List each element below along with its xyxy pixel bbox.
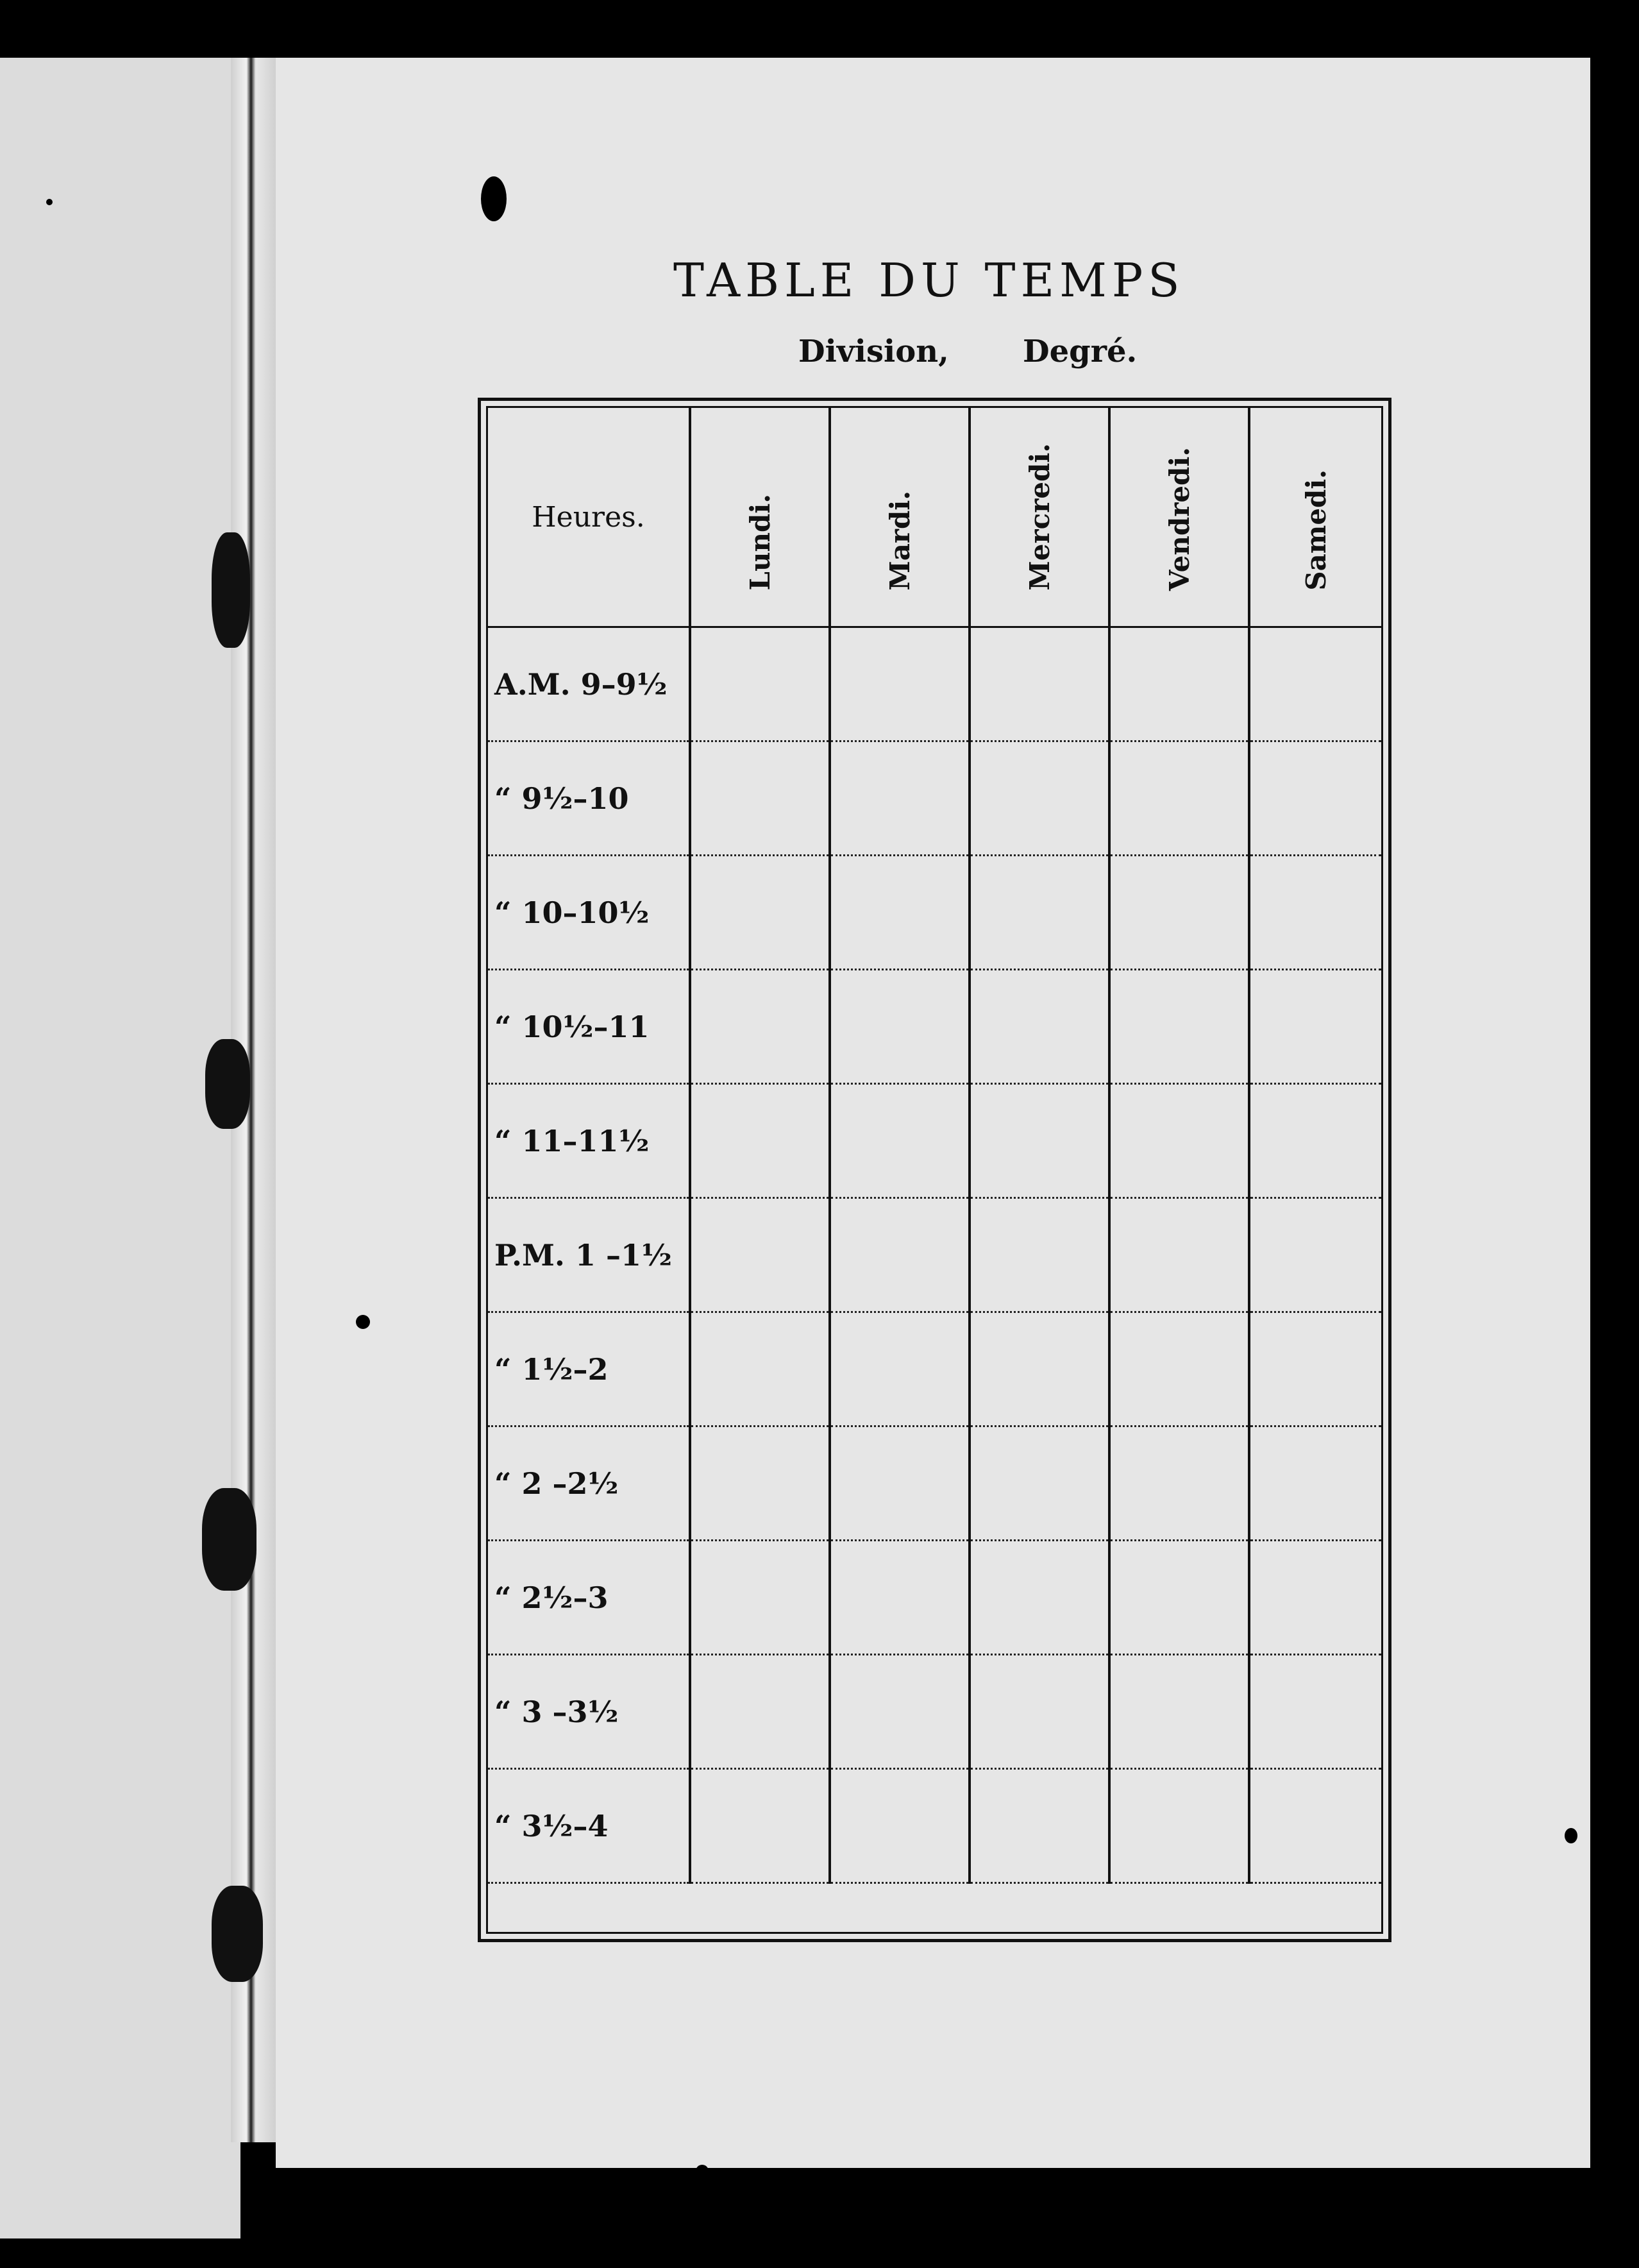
ink-speck: [46, 199, 53, 205]
schedule-cell: [1249, 1198, 1381, 1312]
day-header-lundi: Lundi.: [690, 408, 830, 627]
schedule-cell: [1249, 970, 1381, 1084]
hour-cell: A.M. 9–9½: [488, 627, 690, 741]
schedule-cell: [830, 1084, 970, 1198]
ink-speck: [696, 2165, 709, 2178]
schedule-cell: [970, 1426, 1109, 1541]
footer-cell: [690, 1883, 830, 1929]
schedule-cell: [970, 1769, 1109, 1883]
schedule-cell: [690, 1312, 830, 1426]
hour-cell: “ 11–11½: [488, 1084, 690, 1198]
schedule-cell: [690, 1426, 830, 1541]
schedule-cell: [970, 856, 1109, 970]
hour-cell: “ 10–10½: [488, 856, 690, 970]
schedule-cell: [1249, 1426, 1381, 1541]
hour-cell: “ 1½–2: [488, 1312, 690, 1426]
left-page: [0, 58, 240, 2238]
schedule-cell: [1109, 1312, 1249, 1426]
schedule-cell: [830, 970, 970, 1084]
table-row: [488, 970, 1381, 1084]
schedule-cell: [830, 1655, 970, 1769]
table-row: [488, 1426, 1381, 1541]
table-row: [488, 1198, 1381, 1312]
day-header-vendredi: Vendredi.: [1109, 408, 1249, 627]
footer-cell: [1109, 1883, 1249, 1929]
hour-cell: P.M. 1 –1½: [488, 1198, 690, 1312]
table-row: [488, 1312, 1381, 1426]
header-row: [488, 408, 1381, 627]
hour-cell: “ 3 –3½: [488, 1655, 690, 1769]
timetable: [488, 408, 1381, 1929]
division-label: Division,: [798, 334, 949, 369]
schedule-cell: [970, 1541, 1109, 1655]
page-title: TABLE DU TEMPS: [673, 253, 1185, 307]
footer-cell: [830, 1883, 970, 1929]
schedule-cell: [830, 1198, 970, 1312]
hours-header: Heures.: [488, 408, 690, 627]
ink-speck: [481, 176, 507, 221]
ink-speck: [356, 1315, 370, 1329]
degre-label: Degré.: [1023, 334, 1138, 369]
schedule-cell: [1109, 1426, 1249, 1541]
schedule-cell: [1109, 1198, 1249, 1312]
schedule-cell: [970, 970, 1109, 1084]
schedule-cell: [970, 1312, 1109, 1426]
footer-cell: [970, 1883, 1109, 1929]
table-row: [488, 1541, 1381, 1655]
spine-tear: [205, 1039, 250, 1129]
table-row: [488, 1655, 1381, 1769]
schedule-cell: [1249, 856, 1381, 970]
schedule-cell: [1249, 1084, 1381, 1198]
hour-cell: “ 9½–10: [488, 741, 690, 856]
schedule-cell: [830, 741, 970, 856]
schedule-cell: [1109, 1084, 1249, 1198]
table-footer-row: [488, 1883, 1381, 1929]
schedule-cell: [690, 1084, 830, 1198]
schedule-cell: [1249, 1541, 1381, 1655]
table-row: [488, 856, 1381, 970]
schedule-cell: [1249, 741, 1381, 856]
day-header-samedi: Samedi.: [1249, 408, 1381, 627]
schedule-cell: [1249, 1655, 1381, 1769]
day-header-mardi: Mardi.: [830, 408, 970, 627]
schedule-cell: [690, 1655, 830, 1769]
schedule-cell: [690, 970, 830, 1084]
schedule-cell: [970, 1655, 1109, 1769]
table-row: [488, 627, 1381, 741]
schedule-cell: [1109, 627, 1249, 741]
schedule-cell: [970, 1198, 1109, 1312]
table-row: [488, 741, 1381, 856]
schedule-cell: [1109, 970, 1249, 1084]
ink-speck: [1565, 1828, 1577, 1843]
schedule-cell: [690, 1769, 830, 1883]
schedule-cell: [690, 1198, 830, 1312]
schedule-cell: [970, 741, 1109, 856]
schedule-cell: [1109, 856, 1249, 970]
schedule-cell: [690, 1541, 830, 1655]
schedule-cell: [690, 741, 830, 856]
spine-tear: [212, 532, 250, 648]
hour-cell: “ 10½–11: [488, 970, 690, 1084]
hour-cell: “ 3½–4: [488, 1769, 690, 1883]
day-header-mercredi: Mercredi.: [970, 408, 1109, 627]
schedule-cell: [1109, 1769, 1249, 1883]
schedule-cell: [830, 1426, 970, 1541]
schedule-cell: [690, 856, 830, 970]
schedule-cell: [1249, 1312, 1381, 1426]
schedule-cell: [830, 856, 970, 970]
hour-cell: “ 2 –2½: [488, 1426, 690, 1541]
schedule-cell: [970, 1084, 1109, 1198]
spine-tear: [202, 1488, 256, 1591]
schedule-cell: [1109, 1655, 1249, 1769]
schedule-cell: [830, 1541, 970, 1655]
schedule-cell: [830, 1769, 970, 1883]
footer-cell: [488, 1883, 690, 1929]
hour-cell: “ 2½–3: [488, 1541, 690, 1655]
schedule-cell: [1249, 627, 1381, 741]
schedule-cell: [1109, 741, 1249, 856]
schedule-cell: [1109, 1541, 1249, 1655]
footer-cell: [1249, 1883, 1381, 1929]
table-row: [488, 1769, 1381, 1883]
schedule-cell: [1249, 1769, 1381, 1883]
schedule-cell: [690, 627, 830, 741]
schedule-cell: [970, 627, 1109, 741]
schedule-cell: [830, 627, 970, 741]
schedule-cell: [830, 1312, 970, 1426]
spine-tear: [212, 1886, 263, 1982]
table-row: [488, 1084, 1381, 1198]
